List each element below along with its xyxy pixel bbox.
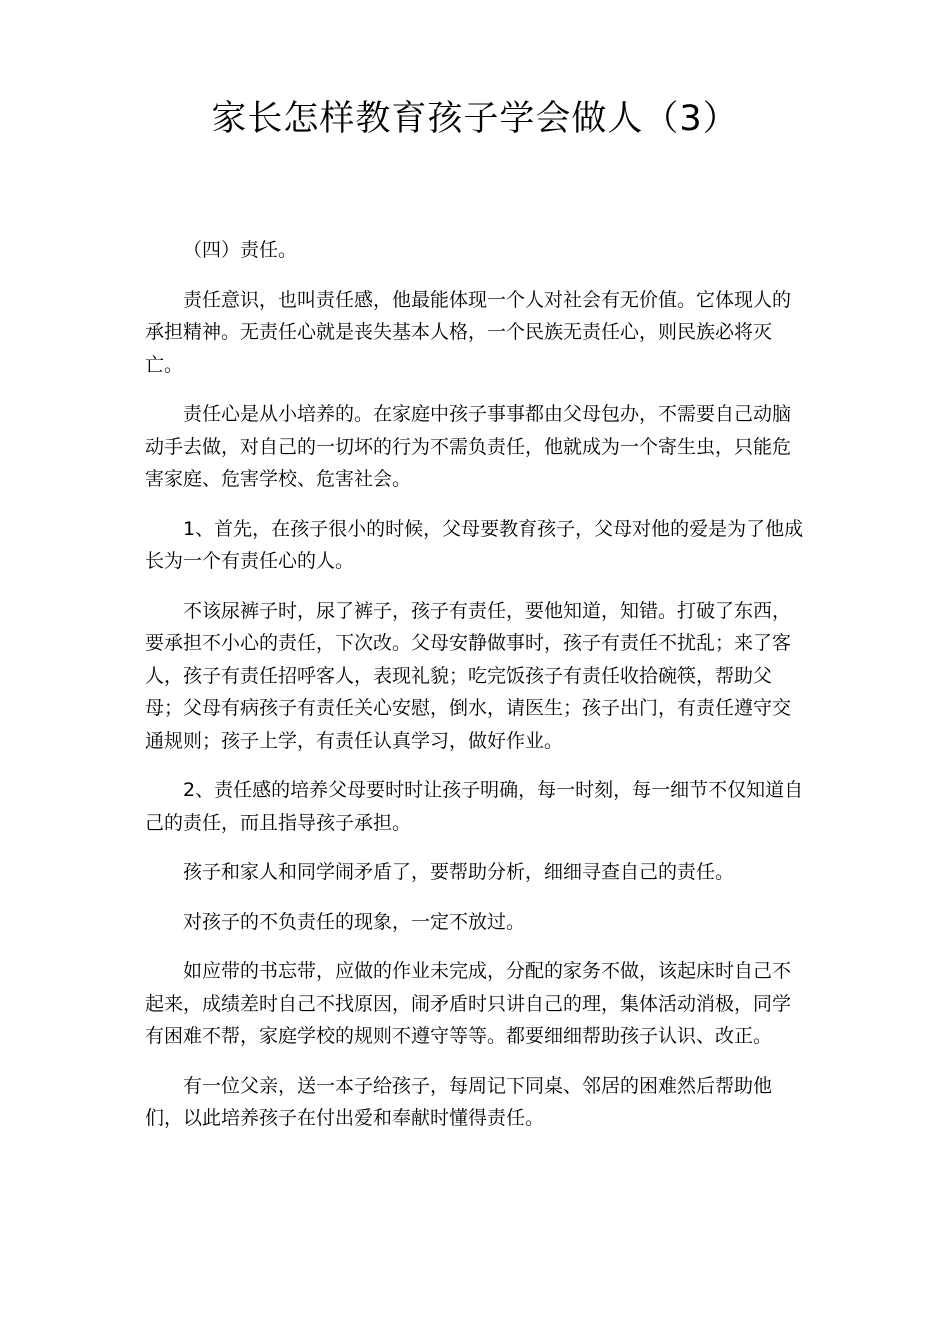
paragraph: 不该尿裤子时，尿了裤子，孩子有责任，要他知道，知错。打破了东西，要承担不小心的责任，下次改。父母安静做事时，孩子有责任不扰乱；来了客人，孩子有责任招呼客人，表现礼貌；吃完饭孩子有责任收拾碗筷，帮助父母；父母有病孩子有责任关心安慰，倒水，请医生；孩子出门，有责任遵守交通规则；孩子上学，有责任认真学习，做好作业。 bbox=[145, 599, 792, 752]
paragraph: 对孩子的不负责任的现象，一定不放过。 bbox=[183, 910, 526, 933]
paragraph-section-heading: （四）责任。 bbox=[183, 239, 298, 261]
paragraph: 1、首先，在孩子很小的时候，父母要教育孩子，父母对他的爱是为了他成长为一个有责任心的人。 bbox=[145, 517, 804, 572]
paragraph: 责任心是从小培养的。在家庭中孩子事事都由父母包办，不需要自己动脑动手去做，对自己的一切坏的行为不需负责任，他就成为一个寄生虫，只能危害家庭、危害学校、危害社会。 bbox=[145, 403, 792, 490]
document-title: 家长怎样教育孩子学会做人（3） bbox=[211, 99, 739, 139]
paragraph: 如应带的书忘带，应做的作业未完成，分配的家务不做，该起床时自己不起来，成绩差时自己不找原因，闹矛盾时只讲自己的理，集体活动消极，同学有困难不帮，家庭学校的规则不遵守等等。都要细细帮助孩子认识、改正。 bbox=[145, 960, 792, 1047]
paragraph: 2、责任感的培养父母要时时让孩子明确，每一时刻，每一细节不仅知道自己的责任，而且指导孩子承担。 bbox=[145, 779, 804, 834]
paragraph: 责任意识，也叫责任感，他最能体现一个人对社会有无价值。它体现人的承担精神。无责任心就是丧失基本人格，一个民族无责任心，则民族必将灭亡。 bbox=[145, 288, 792, 376]
paragraph: 孩子和家人和同学闹矛盾了，要帮助分析，细细寻查自己的责任。 bbox=[183, 861, 735, 883]
paragraph: 有一位父亲，送一本子给孩子，每周记下同桌、邻居的困难然后帮助他们，以此培养孩子在付出爱和奉献时懂得责任。 bbox=[145, 1074, 773, 1129]
document-body bbox=[145, 234, 809, 1152]
